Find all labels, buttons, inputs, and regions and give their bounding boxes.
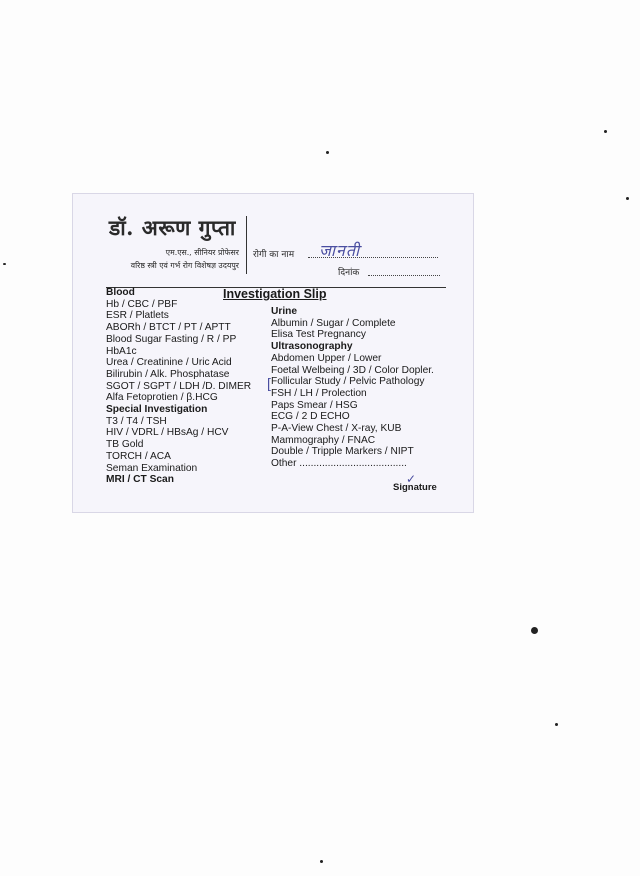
header-divider-vertical: [246, 216, 247, 274]
doctor-name: डॉ. अरूण गुप्ता: [109, 215, 236, 240]
test-item: Paps Smear / HSG: [271, 399, 358, 411]
test-item: Blood Sugar Fasting / R / PP: [106, 333, 237, 345]
investigation-slip-card: [72, 193, 474, 513]
speck: [531, 627, 538, 634]
speck: [555, 723, 558, 726]
date-line: [368, 275, 440, 276]
patient-name-handwritten: जानती: [319, 241, 361, 260]
test-item: HbA1c: [106, 345, 137, 357]
right-test-column: [271, 306, 434, 470]
test-item: Other ......................................: [271, 458, 407, 470]
test-item: Urea / Creatinine / Uric Acid: [106, 357, 232, 369]
speck: [3, 263, 6, 265]
test-item: TORCH / ACA: [106, 450, 171, 462]
section-heading: Special Investigation: [106, 404, 208, 416]
test-item: Bilirubin / Alk. Phosphatase: [106, 368, 230, 380]
test-item: Double / Tripple Markers / NIPT: [271, 446, 414, 458]
test-item: Mammography / FNAC: [271, 434, 376, 446]
section-heading: Urine: [271, 306, 298, 317]
patient-name-label: रोगी का नाम: [253, 250, 295, 260]
test-item: T3 / T4 / TSH: [106, 415, 167, 427]
test-item: FSH / LH / Prolection: [271, 387, 367, 399]
qualification: एम.एस., सीनियर प्रोफेसर: [165, 248, 239, 257]
left-test-column: [106, 287, 251, 486]
test-item: ABORh / BTCT / PT / APTT: [106, 322, 231, 334]
slip-title: Investigation Slip: [223, 287, 327, 301]
section-heading: MRI / CT Scan: [106, 474, 174, 486]
test-item: Elisa Test Pregnancy: [271, 329, 366, 341]
test-item: Alfa Fetoprotien / β.HCG: [106, 392, 218, 404]
signature-label: Signature: [393, 482, 437, 493]
test-item: Albumin / Sugar / Complete: [271, 317, 396, 329]
test-item: Abdomen Upper / Lower: [271, 352, 382, 364]
speck: [604, 130, 607, 133]
speck: [320, 860, 323, 863]
test-item: Follicular Study / Pelvic Pathology: [271, 376, 425, 388]
date-label: दिनांक: [338, 268, 360, 278]
specialization: वरिष्ठ स्त्री एवं गर्भ रोग विशेषज्ञ उदयपुर: [130, 261, 239, 270]
test-item: SGOT / SGPT / LDH /D. DIMER: [106, 380, 252, 392]
test-item: HIV / VDRL / HBsAg / HCV: [106, 427, 229, 439]
handwritten-bracket-mark: [: [267, 375, 271, 391]
test-item: ESR / Platlets: [106, 310, 169, 322]
test-item: ECG / 2 D ECHO: [271, 411, 350, 423]
test-item: Hb / CBC / PBF: [106, 298, 178, 310]
section-heading: Ultrasonography: [271, 341, 353, 353]
test-item: Seman Examination: [106, 462, 198, 474]
handwritten-tick-mark: ✓: [406, 472, 417, 486]
speck: [326, 151, 329, 154]
speck: [626, 197, 629, 200]
test-item: Foetal Welbeing / 3D / Color Dopler.: [271, 364, 434, 376]
section-heading: Blood: [106, 287, 135, 298]
test-item: TB Gold: [106, 439, 144, 451]
test-item: P-A-View Chest / X-ray, KUB: [271, 423, 402, 435]
